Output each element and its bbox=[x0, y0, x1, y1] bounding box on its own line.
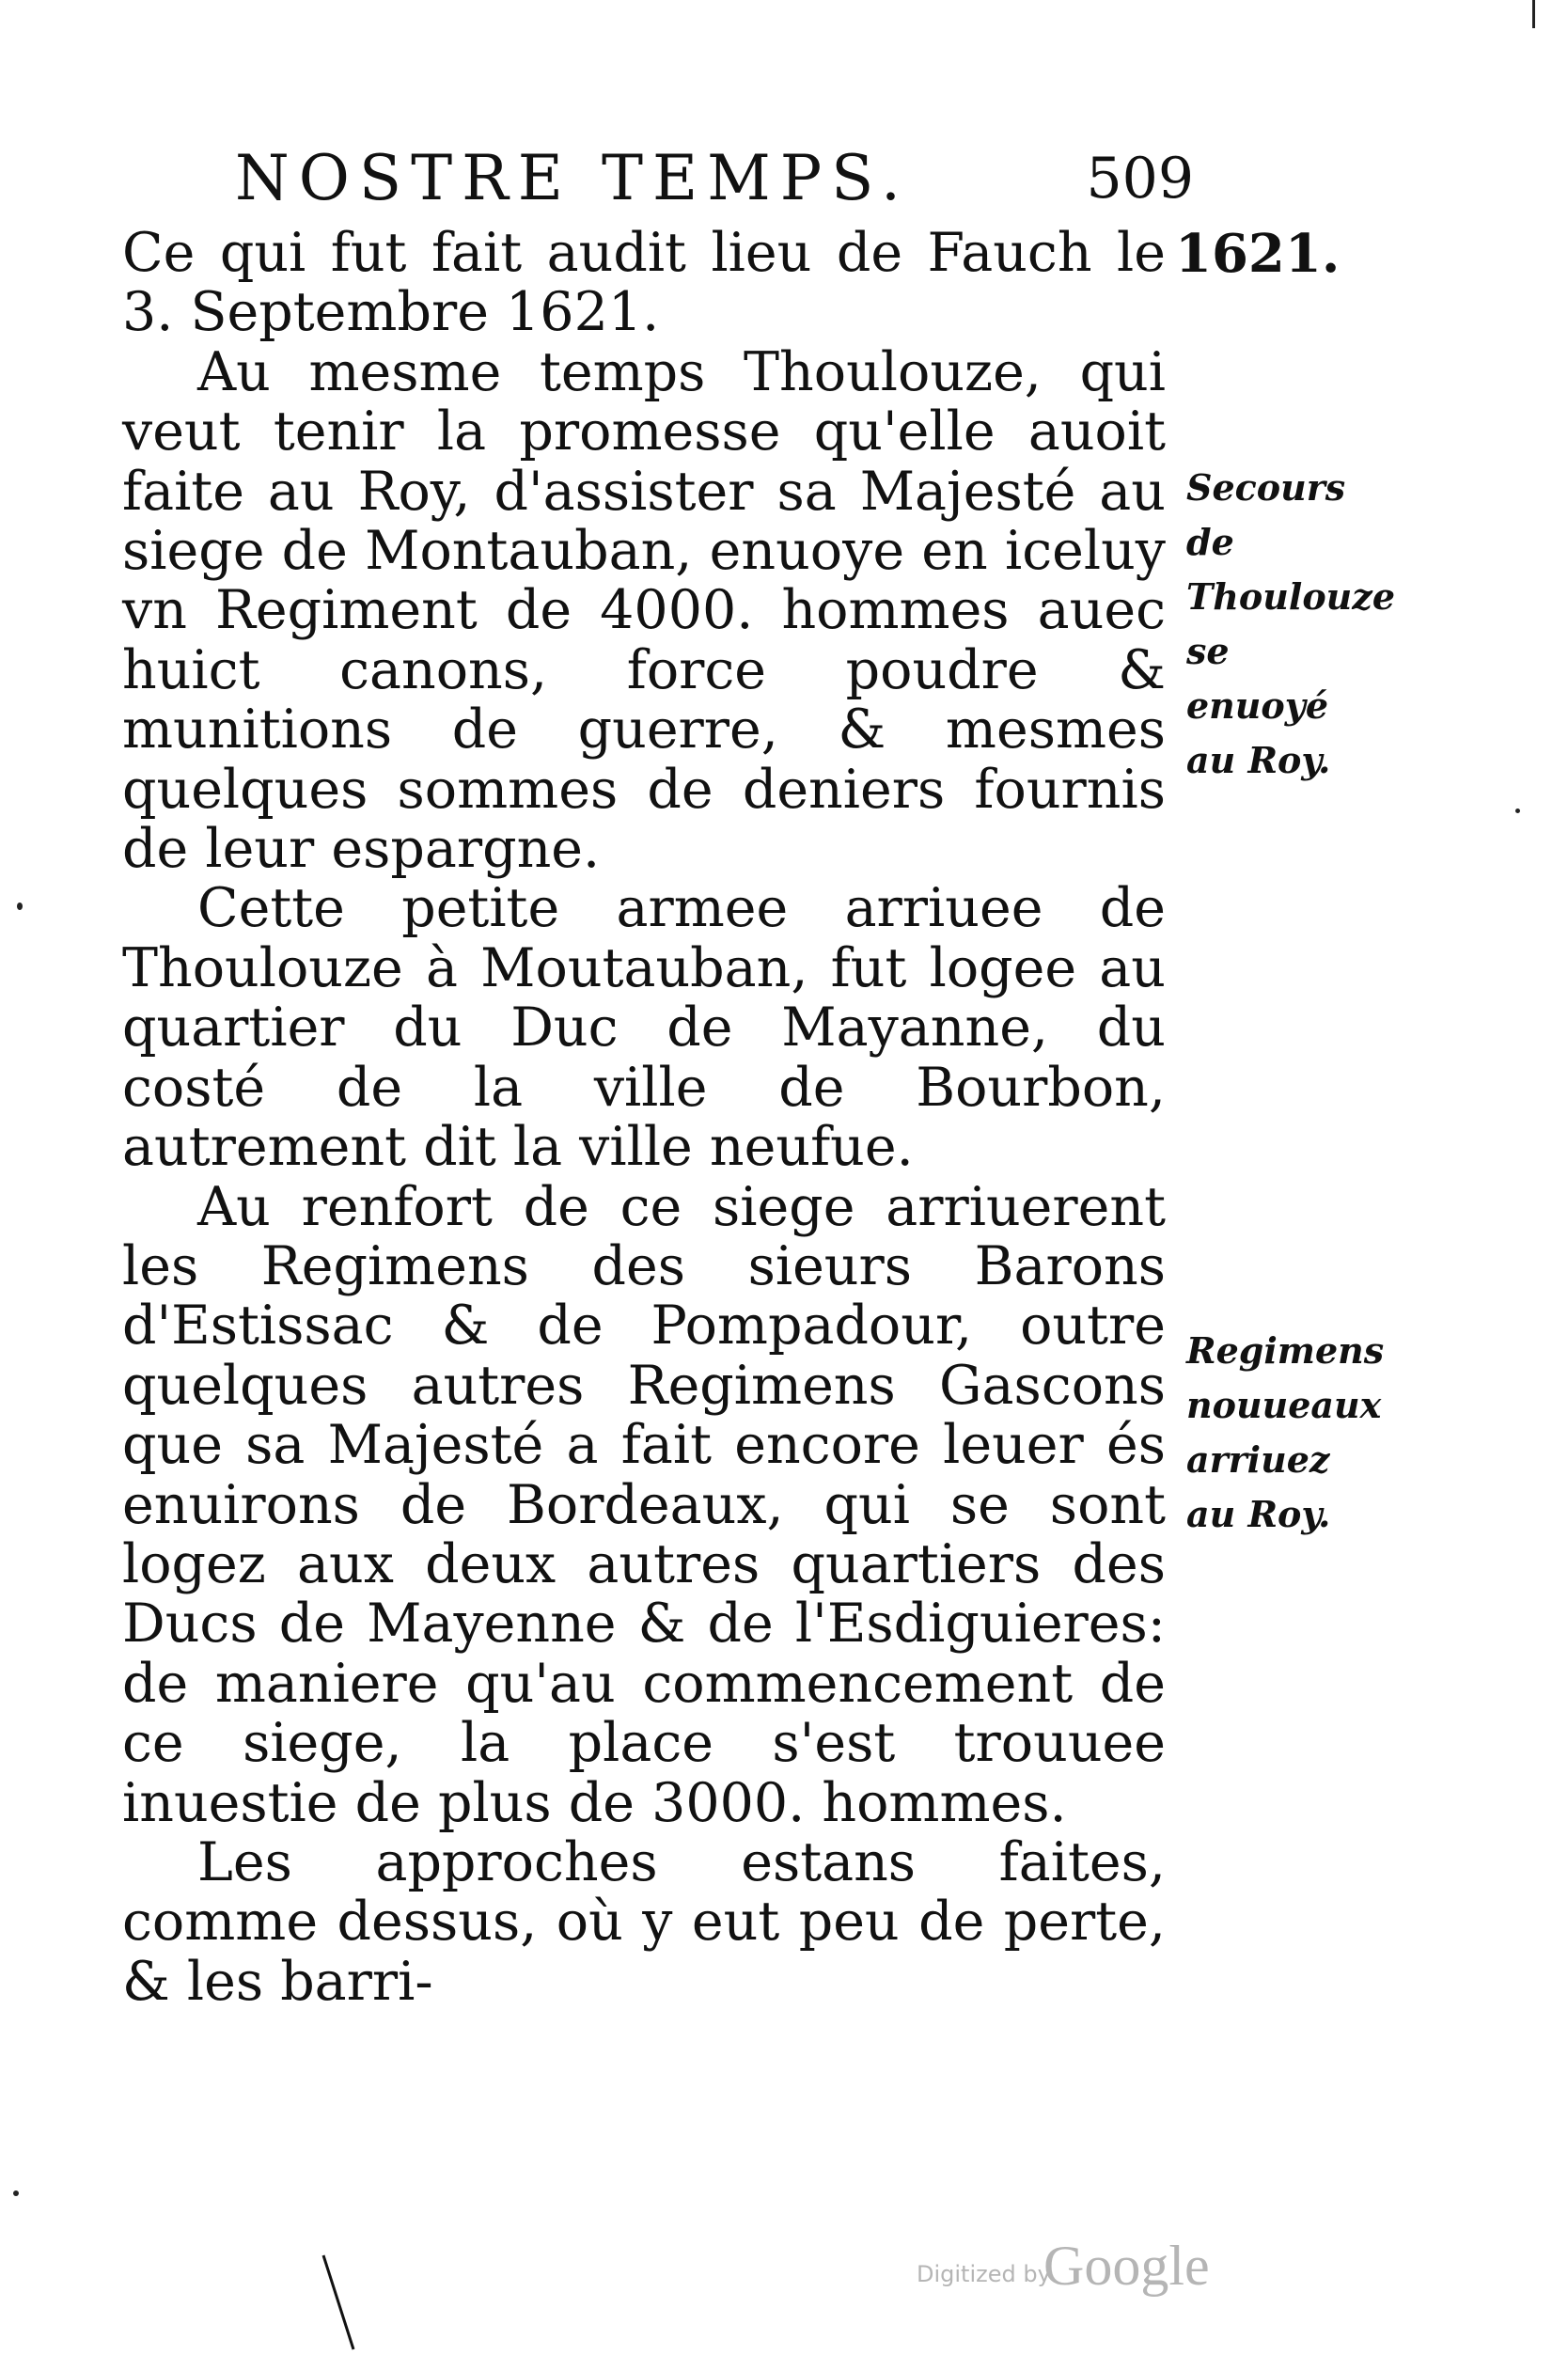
margin-note-secours bbox=[1186, 461, 1396, 788]
margin-note-line: arriuez bbox=[1186, 1438, 1330, 1481]
body-text bbox=[122, 224, 1166, 2012]
margin-note-line: nouueaux bbox=[1186, 1384, 1382, 1426]
ink-speck bbox=[13, 2190, 19, 2196]
ink-speck bbox=[1532, 0, 1535, 28]
margin-note-line: Thoulouze bbox=[1186, 575, 1396, 618]
margin-note-line: au Roy. bbox=[1186, 1493, 1331, 1535]
page-number: 509 bbox=[1086, 146, 1194, 212]
google-logo: Google bbox=[1043, 2235, 1210, 2297]
margin-note-regimens bbox=[1186, 1324, 1385, 1542]
year-marker: 1621. bbox=[1175, 223, 1341, 285]
paragraph: Les approches estans faites, comme dessus, où y eut peu de perte, & les barri- bbox=[122, 1830, 1166, 2013]
ink-stroke bbox=[320, 2252, 357, 2355]
watermark-prefix: Digitized by bbox=[917, 2261, 1051, 2287]
paragraph: Cette petite armee arriuee de Thoulouze à Moutauban, fut logee au quartier du Duc de Mayanne, du costé de la ville de Bourbon, autrement dit la ville neufue. bbox=[122, 877, 1166, 1179]
digitized-watermark bbox=[917, 2233, 1255, 2299]
paragraph: Au renfort de ce siege arriuerent les Regimens des sieurs Barons d'Estissac & de Pompadour, outre quelques autres Regimens Gascons que sa Majesté a fait encore leuer és enuirons de Bordeaux, qui se sont logez aux deux autres quartiers des Ducs de Mayenne & de l'Esdiguieres: de maniere qu'au commencement de ce siege, la place s'est trouuee inuestie de plus de 3000. hommes. bbox=[122, 1175, 1166, 1834]
paragraph: Au mesme temps Thoulouze, qui veut tenir la promesse qu'elle auoit faite au Roy, d'assister sa Majesté au siege de Montauban, enuoye en iceluy vn Regiment de 4000. hommes auec huict canons, force poudre & munitions de guerre, & mesmes quelques sommes de deniers fournis de leur espargne. bbox=[122, 340, 1166, 881]
ink-speck bbox=[17, 903, 23, 910]
margin-note-line: se enuoyé bbox=[1186, 630, 1329, 727]
paragraph: Ce qui fut fait audit lieu de Fauch le 3. Septembre 1621. bbox=[122, 222, 1166, 344]
running-title: NOSTRE TEMPS. bbox=[235, 142, 910, 214]
ink-speck bbox=[1515, 809, 1520, 813]
margin-note-line: Secours de bbox=[1186, 466, 1346, 563]
running-head bbox=[235, 141, 1194, 216]
margin-note-line: au Roy. bbox=[1186, 739, 1331, 781]
margin-note-line: Regimens bbox=[1186, 1329, 1385, 1372]
